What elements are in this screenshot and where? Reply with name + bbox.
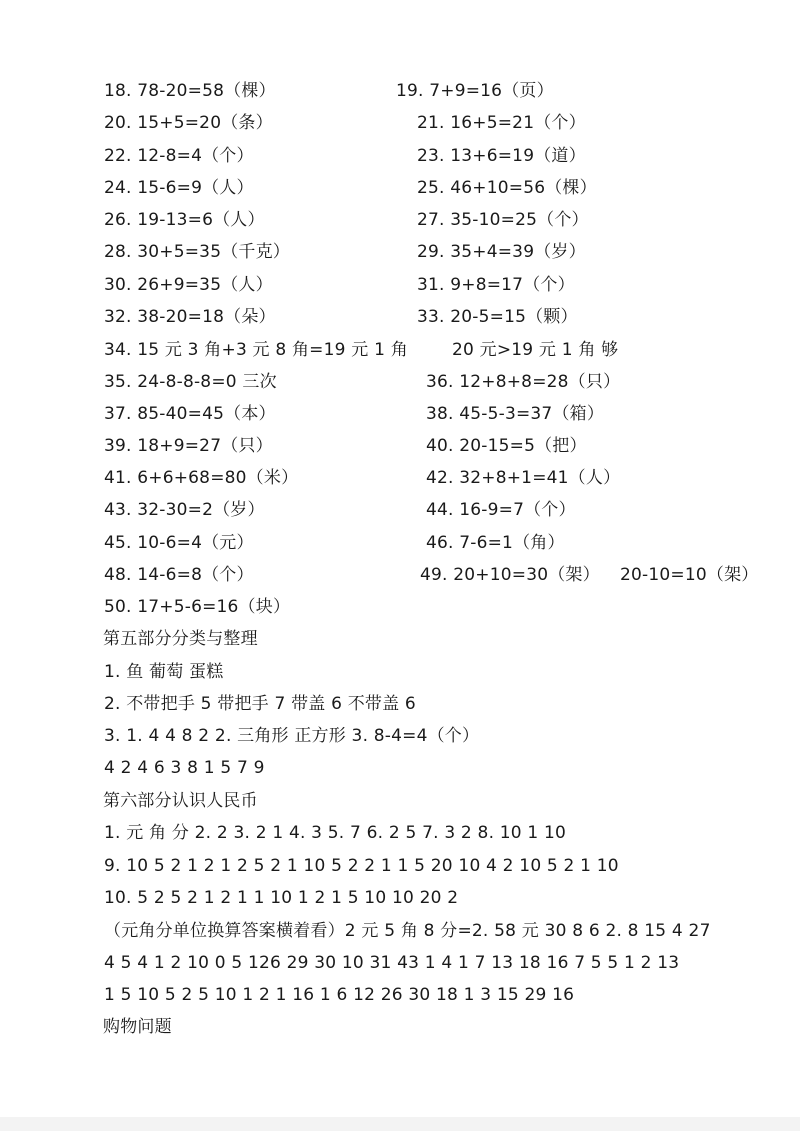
answer-42: 42. 32+8+1=41（人） (426, 468, 621, 488)
section6-title: 第六部分认识人民币 (103, 791, 258, 811)
section6-line-2: 9. 10 5 2 1 2 1 2 5 2 1 10 5 2 2 1 1 5 20 10 4 2 10 5 2 1 10 (104, 856, 619, 876)
answer-25: 25. 46+10=56（棵） (417, 178, 597, 198)
answer-30: 30. 26+9=35（人） (104, 275, 273, 295)
answer-49-second: 20-10=10（架） (620, 565, 759, 585)
section5-line-2: 2. 不带把手 5 带把手 7 带盖 6 不带盖 6 (104, 694, 416, 714)
section6-line-1: 1. 元 角 分 2. 2 3. 2 1 4. 3 5. 7 6. 2 5 7. 3 2 8. 10 1 10 (104, 823, 567, 843)
scan-bottom-edge (0, 1117, 800, 1131)
answer-23: 23. 13+6=19（道） (417, 146, 586, 166)
answer-31: 31. 9+8=17（个） (417, 275, 575, 295)
answer-38: 38. 45-5-3=37（箱） (426, 404, 605, 424)
answer-46: 46. 7-6=1（角） (426, 533, 565, 553)
section5-title: 第五部分分类与整理 (103, 629, 258, 649)
answer-34-conclusion: 20 元>19 元 1 角 够 (452, 340, 619, 360)
answer-19: 19. 7+9=16（页） (396, 81, 554, 101)
answer-39: 39. 18+9=27（只） (104, 436, 273, 456)
answer-27: 27. 35-10=25（个） (417, 210, 589, 230)
answer-41: 41. 6+6+68=80（米） (104, 468, 299, 488)
answer-20: 20. 15+5=20（条） (104, 113, 273, 133)
answer-36: 36. 12+8+8=28（只） (426, 372, 621, 392)
answer-32: 32. 38-20=18（朵） (104, 307, 276, 327)
answer-22: 22. 12-8=4（个） (104, 146, 254, 166)
answer-18: 18. 78-20=58（棵） (104, 81, 276, 101)
answer-28: 28. 30+5=35（千克） (104, 242, 291, 262)
section5-line-4: 4 2 4 6 3 8 1 5 7 9 (104, 758, 265, 778)
answer-29: 29. 35+4=39（岁） (417, 242, 586, 262)
answer-49: 49. 20+10=30（架） (420, 565, 600, 585)
section6-line-6: 1 5 10 5 2 5 10 1 2 1 16 1 6 12 26 30 18 1 3 15 29 16 (104, 985, 575, 1005)
section6-line-5: 4 5 4 1 2 10 0 5 126 29 30 10 31 43 1 4 1 7 13 18 16 7 5 5 1 2 13 (104, 953, 680, 973)
answer-50: 50. 17+5-6=16（块） (104, 597, 291, 617)
section5-line-3: 3. 1. 4 4 8 2 2. 三角形 正方形 3. 8-4=4（个） (104, 726, 480, 746)
section6-line-3: 10. 5 2 5 2 1 2 1 1 10 1 2 1 5 10 10 20 2 (104, 888, 459, 908)
answer-37: 37. 85-40=45（本） (104, 404, 276, 424)
answer-21: 21. 16+5=21（个） (417, 113, 586, 133)
section5-line-1: 1. 鱼 葡萄 蛋糕 (104, 662, 224, 682)
answer-35: 35. 24-8-8-8=0 三次 (104, 372, 277, 392)
section7-title: 购物问题 (103, 1017, 172, 1037)
answer-43: 43. 32-30=2（岁） (104, 500, 265, 520)
section6-line-4: （元角分单位换算答案横着看）2 元 5 角 8 分=2. 58 元 30 8 6 2. 8 15 4 27 (104, 921, 711, 941)
answer-24: 24. 15-6=9（人） (104, 178, 254, 198)
answer-40: 40. 20-15=5（把） (426, 436, 587, 456)
answer-34: 34. 15 元 3 角+3 元 8 角=19 元 1 角 (104, 340, 408, 360)
answer-33: 33. 20-5=15（颗） (417, 307, 578, 327)
answer-48: 48. 14-6=8（个） (104, 565, 254, 585)
answer-45: 45. 10-6=4（元） (104, 533, 254, 553)
answer-26: 26. 19-13=6（人） (104, 210, 265, 230)
answer-44: 44. 16-9=7（个） (426, 500, 576, 520)
